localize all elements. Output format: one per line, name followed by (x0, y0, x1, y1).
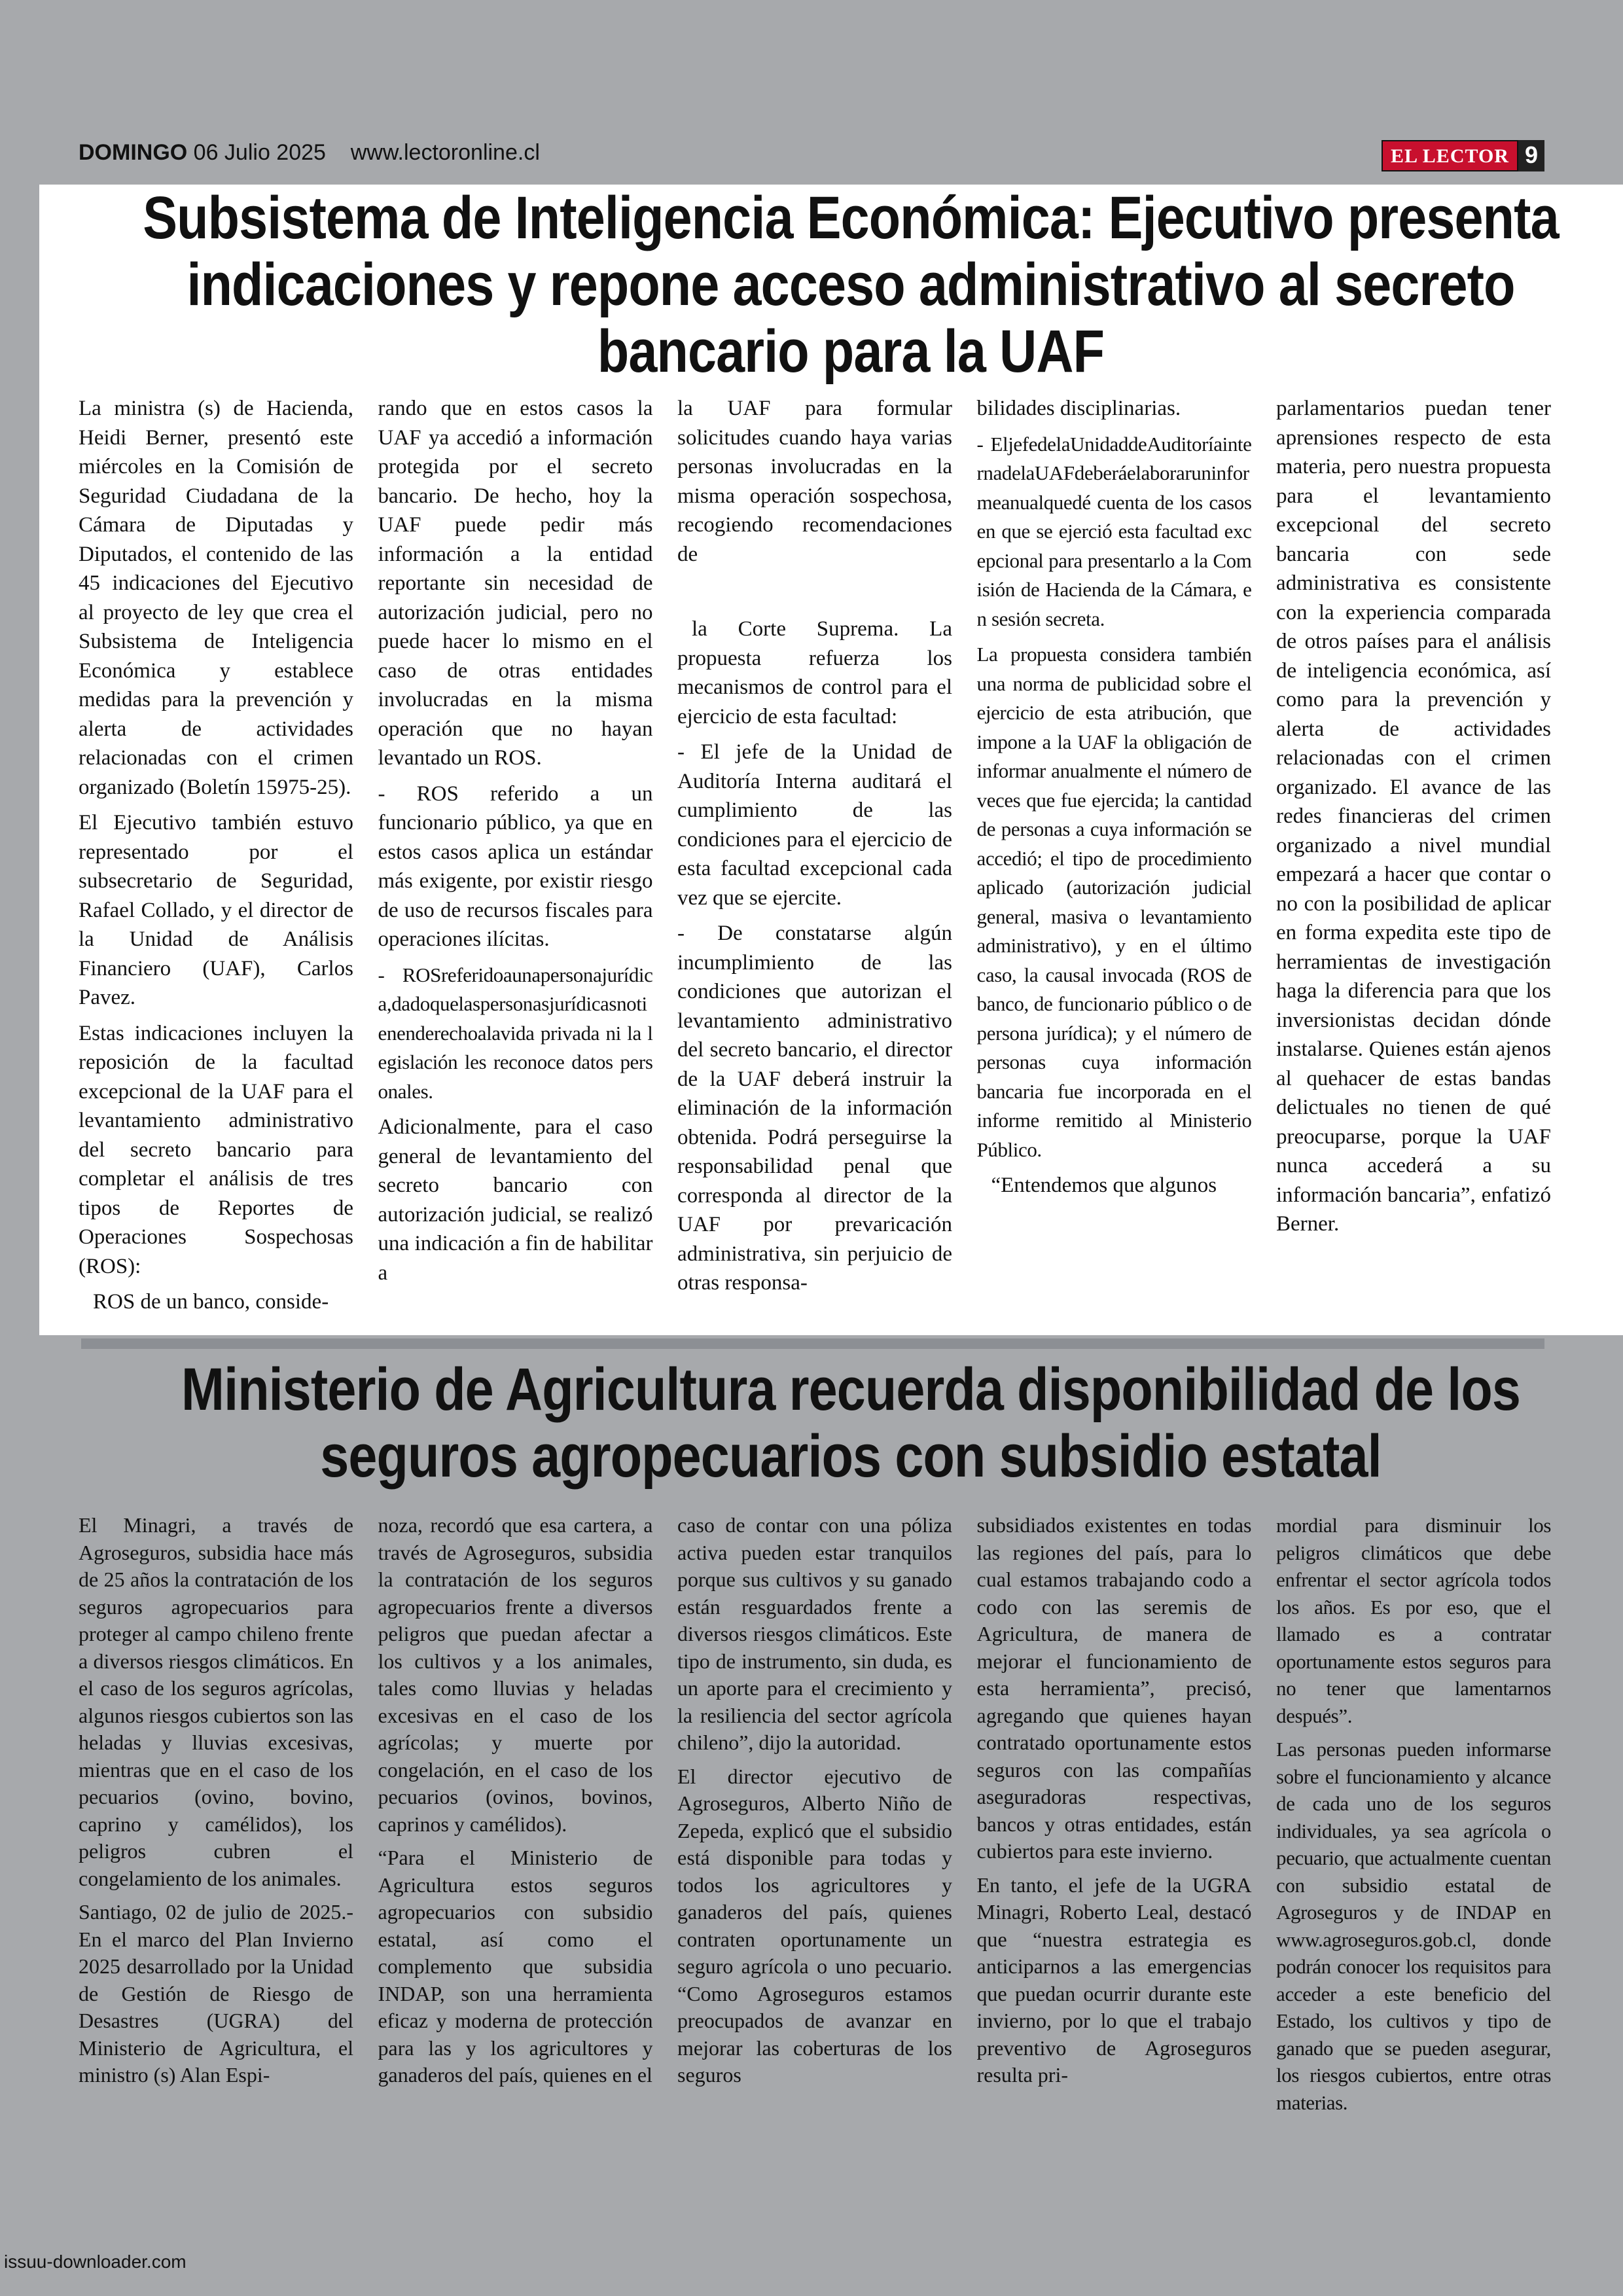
paragraph: ROS de un banco, conside- (93, 1290, 329, 1314)
paragraph: Santiago, 02 de julio de 2025.- En el marco del Plan Invierno 2025 desarrollado por la Unidad de Gestión de Riesgo de Desastres (UGRA) del Ministerio de Agricultura, el ministro (s) Alan Espi- (79, 1900, 353, 2087)
column-gap (677, 575, 952, 615)
paragraph: - ROS referido a un funcionario público, ya que en estos casos aplica un estándar más exigente, por existir riesgo de uso de recursos fiscales para operaciones ilícitas. (378, 781, 653, 951)
article-column-2 (378, 394, 653, 1323)
article-uaf (39, 185, 1623, 1335)
paragraph: Estas indicaciones incluyen la reposición de la facultad excepcional de la UAF para el levantamiento administrativo del secreto bancario para completar el análisis de tres tipos de Reportes de Operaciones Sospechosas (ROS): (79, 1021, 353, 1278)
paragraph: La propuesta considera también una norma de publicidad sobre el ejercicio de esta atribución, que impone a la UAF la obligación de informar anualmente el número de veces que fue ejercida; la cantidad de personas a cuya información se accedió; el tipo de procedimiento aplicado (autorización judicial general, masiva o levantamiento administrativo), y en el último caso, la causal invocada (ROS de banco, de funcionario público o de persona jurídica); y el número de personas cuya información bancaria fue incorporada en el informe remitido al Ministerio Público. (976, 643, 1252, 1161)
paragraph: - El jefe de la Unidad de Auditoría Interna auditará el cumplimiento de las condiciones para el ejercicio de esta facultad excepcional cada vez que se ejercite. (677, 740, 952, 910)
paragraph: rando que en estos casos la UAF ya accedió a información protegida por el secreto bancario. De hecho, hoy la UAF puede pedir más información a la entidad reportante sin necesidad de autorización judicial, pero no puede hacer lo mismo en el caso de otras entidades involucradas en la misma operación que no hayan levantado un ROS. (378, 397, 653, 770)
article-column-3 (677, 394, 952, 1323)
paragraph: “Para el Ministerio de Agricultura estos seguros agropecuarios con subsidio estatal, así como el complemento que subsidia INDAP, son una herramienta eficaz y moderna de protección para las y los agricultores y ganaderos del país, quienes en el (378, 1846, 653, 2087)
header-dateline (79, 140, 540, 166)
article-columns (79, 1512, 1551, 2219)
paragraph: - ROSreferidoaunapersonajurídica,dadoquelaspersonasjurídicasnotienenderechoalavida privada ni la legislación les reconoce datos personales. (378, 963, 653, 1103)
article-column-5 (1276, 394, 1551, 1323)
paragraph: El Ejecutivo también estuvo representado por el subsecretario de Seguridad, Rafael Collado, y el director de la Unidad de Análisis Financiero (UAF), Carlos Pavez. (79, 811, 353, 1009)
header-website: www.lectoronline.cl (350, 140, 540, 165)
paragraph: - EljefedelaUnidaddeAuditoríainternadelaUAFdeberáelaboraruninformeanualquedé cuenta de los casos en que se ejerció esta facultad excepcional para presentarlo a la Comisión de Hacienda de la Cámara, en sesión secreta. (976, 432, 1252, 630)
paragraph: mordial para disminuir los peligros climáticos que debe enfrentar el sector agrícola todos los años. Es por eso, que el llamado es a contratar oportunamente estos seguros para no tener que lamentarnos después”. (1276, 1514, 1551, 1727)
article-column-5 (1276, 1512, 1551, 2219)
paragraph: El Minagri, a través de Agroseguros, subsidia hace más de 25 años la contratación de los seguros agropecuarios para proteger al campo chileno frente a diversos riesgos climáticos. En el caso de los seguros agrícolas, algunos riesgos cubiertos son las heladas y lluvias excesivas, mientras que en el caso de los pecuarios (ovino, bovino, caprino y camélidos), los peligros cubren el congelamiento de los animales. (79, 1513, 353, 1890)
article-headline: Subsistema de Inteligencia Económica: Ejecutivo presenta indicaciones y repone acceso administrativo al secreto bancario para la UAF (143, 185, 1559, 385)
article-column-4 (977, 394, 1252, 1323)
paragraph: En tanto, el jefe de la UGRA Minagri, Roberto Leal, destacó que “nuestra estrategia es anticiparnos a las emergencias que puedan ocurrir durante este invierno, por lo que el trabajo preventivo de Agroseguros resulta pri- (976, 1873, 1252, 2087)
paragraph: la Corte Suprema. La propuesta refuerza los mecanismos de control para el ejercicio de esta facultad: (677, 617, 952, 728)
page-number: 9 (1518, 140, 1544, 171)
watermark-text: issuu-downloader.com (4, 2251, 187, 2272)
section-divider (81, 1338, 1544, 1349)
article-column-2 (378, 1512, 653, 2219)
article-columns (79, 394, 1551, 1323)
paragraph: bilidades disciplinarias. (976, 397, 1181, 420)
header-day: DOMINGO (79, 140, 188, 165)
paragraph: “Entendemos que algunos (991, 1174, 1217, 1197)
paragraph: Adicionalmente, para el caso general de levantamiento del secreto bancario con autorización judicial, se realizó una indicación a fin de habilitar a (378, 1115, 653, 1285)
paragraph: caso de contar con una póliza activa pueden estar tranquilos porque sus cultivos y su ganado están resguardados frente a diversos riesgos climáticos. Este tipo de instrumento, sin duda, es un aporte para el crecimiento y la resiliencia del sector agrícola chileno”, dijo la autoridad. (677, 1513, 952, 1754)
paragraph: la UAF para formular solicitudes cuando haya varias personas involucradas en la misma operación sospechosa, recogiendo recomendaciones de (677, 397, 952, 566)
paragraph: Las personas pueden informarse sobre el funcionamiento y alcance de cada uno de los seguros individuales, ya sea agrícola o pecuario, que actualmente cuentan con subsidio estatal de Agroseguros y de INDAP en www.agroseguros.gob.cl, donde podrán conocer los requisitos para acceder a este beneficio del Estado, los cultivos y tipo de ganado que se pueden asegurar, los riesgos cubiertos, entre otras materias. (1276, 1738, 1551, 2114)
article-column-3 (677, 1512, 952, 2219)
page-header (79, 136, 1544, 175)
publication-logo (1382, 140, 1544, 171)
article-column-1 (79, 1512, 353, 2219)
paragraph: La ministra (s) de Hacienda, Heidi Berner, presentó este miércoles en la Comisión de Seguridad Ciudadana de la Cámara de Diputadas y Diputados, el contenido de las 45 indicaciones del Ejecutivo al proyecto de ley que crea el Subsistema de Inteligencia Económica y establece medidas para la prevención y alerta de actividades relacionadas con el crimen organizado (Boletín 15975-25). (79, 397, 353, 799)
article-headline: Ministerio de Agricultura recuerda disponibilidad de los seguros agropecuarios con subsidio estatal (181, 1356, 1520, 1490)
paragraph: - De constatarse algún incumplimiento de las condiciones que autorizan el levantamiento administrativo del secreto bancario, el director de la UAF deberá instruir la eliminación de la información obtenida. Podrá perseguirse la responsabilidad penal que corresponda al director de la UAF por prevaricación administrativa, sin perjuicio de otras responsa- (677, 922, 952, 1295)
article-agricultura (39, 1356, 1623, 2207)
logo-text: EL LECTOR (1382, 140, 1518, 171)
paragraph: noza, recordó que esa cartera, a través de Agroseguros, subsidia la contratación de los seguros agropecuarios frente a diversos peligros que puedan afectar a los cultivos y a los animales, tales como lluvias y heladas excesivas en el caso de los agrícolas; y muerte por congelación, en el caso de los pecuarios (ovinos, bovinos, caprinos y camélidos). (378, 1513, 653, 1836)
paragraph: El director ejecutivo de Agroseguros, Alberto Niño de Zepeda, explicó que el subsidio está disponible para todas y todos los agricultores y ganaderos del país, quienes contraten oportunamente un seguro agrícola o uno pecuario. “Como Agroseguros estamos preocupados de avanzar en mejorar las coberturas de los seguros (677, 1764, 952, 2087)
article-column-1 (79, 394, 353, 1323)
paragraph: subsidiados existentes en todas las regiones del país, para lo cual estamos trabajando codo a codo con las seremis de Agricultura, de manera de mejorar el funcionamiento de esta herramienta”, precisó, agregando que quienes hayan contratado oportunamente estos seguros con las compañías aseguradoras respectivas, bancos y otras entidades, están cubiertos para este invierno. (976, 1513, 1252, 1863)
article-column-4 (977, 1512, 1252, 2219)
paragraph: parlamentarios puedan tener aprensiones respecto de esta materia, pero nuestra propuesta para el levantamiento excepcional del secreto bancaria con sede administrativa es consistente con la experiencia comparada de otros países para el análisis de inteligencia económica, así como para la prevención y alerta de actividades relacionadas con el crimen organizado. El avance de las redes financieras del crimen organizado a nivel mundial empezará a hacer que contar o no con la posibilidad de aplicar en forma expedita este tipo de herramientas de investigación haga la diferencia para que los inversionistas decidan dónde instalarse. Quienes están ajenos al quehacer de estas bandas delictuales no tienen de qué preocuparse, porque la UAF nunca accederá a su información bancaria”, enfatizó Berner. (1276, 397, 1551, 1236)
header-date: 06 Julio 2025 (193, 140, 326, 165)
